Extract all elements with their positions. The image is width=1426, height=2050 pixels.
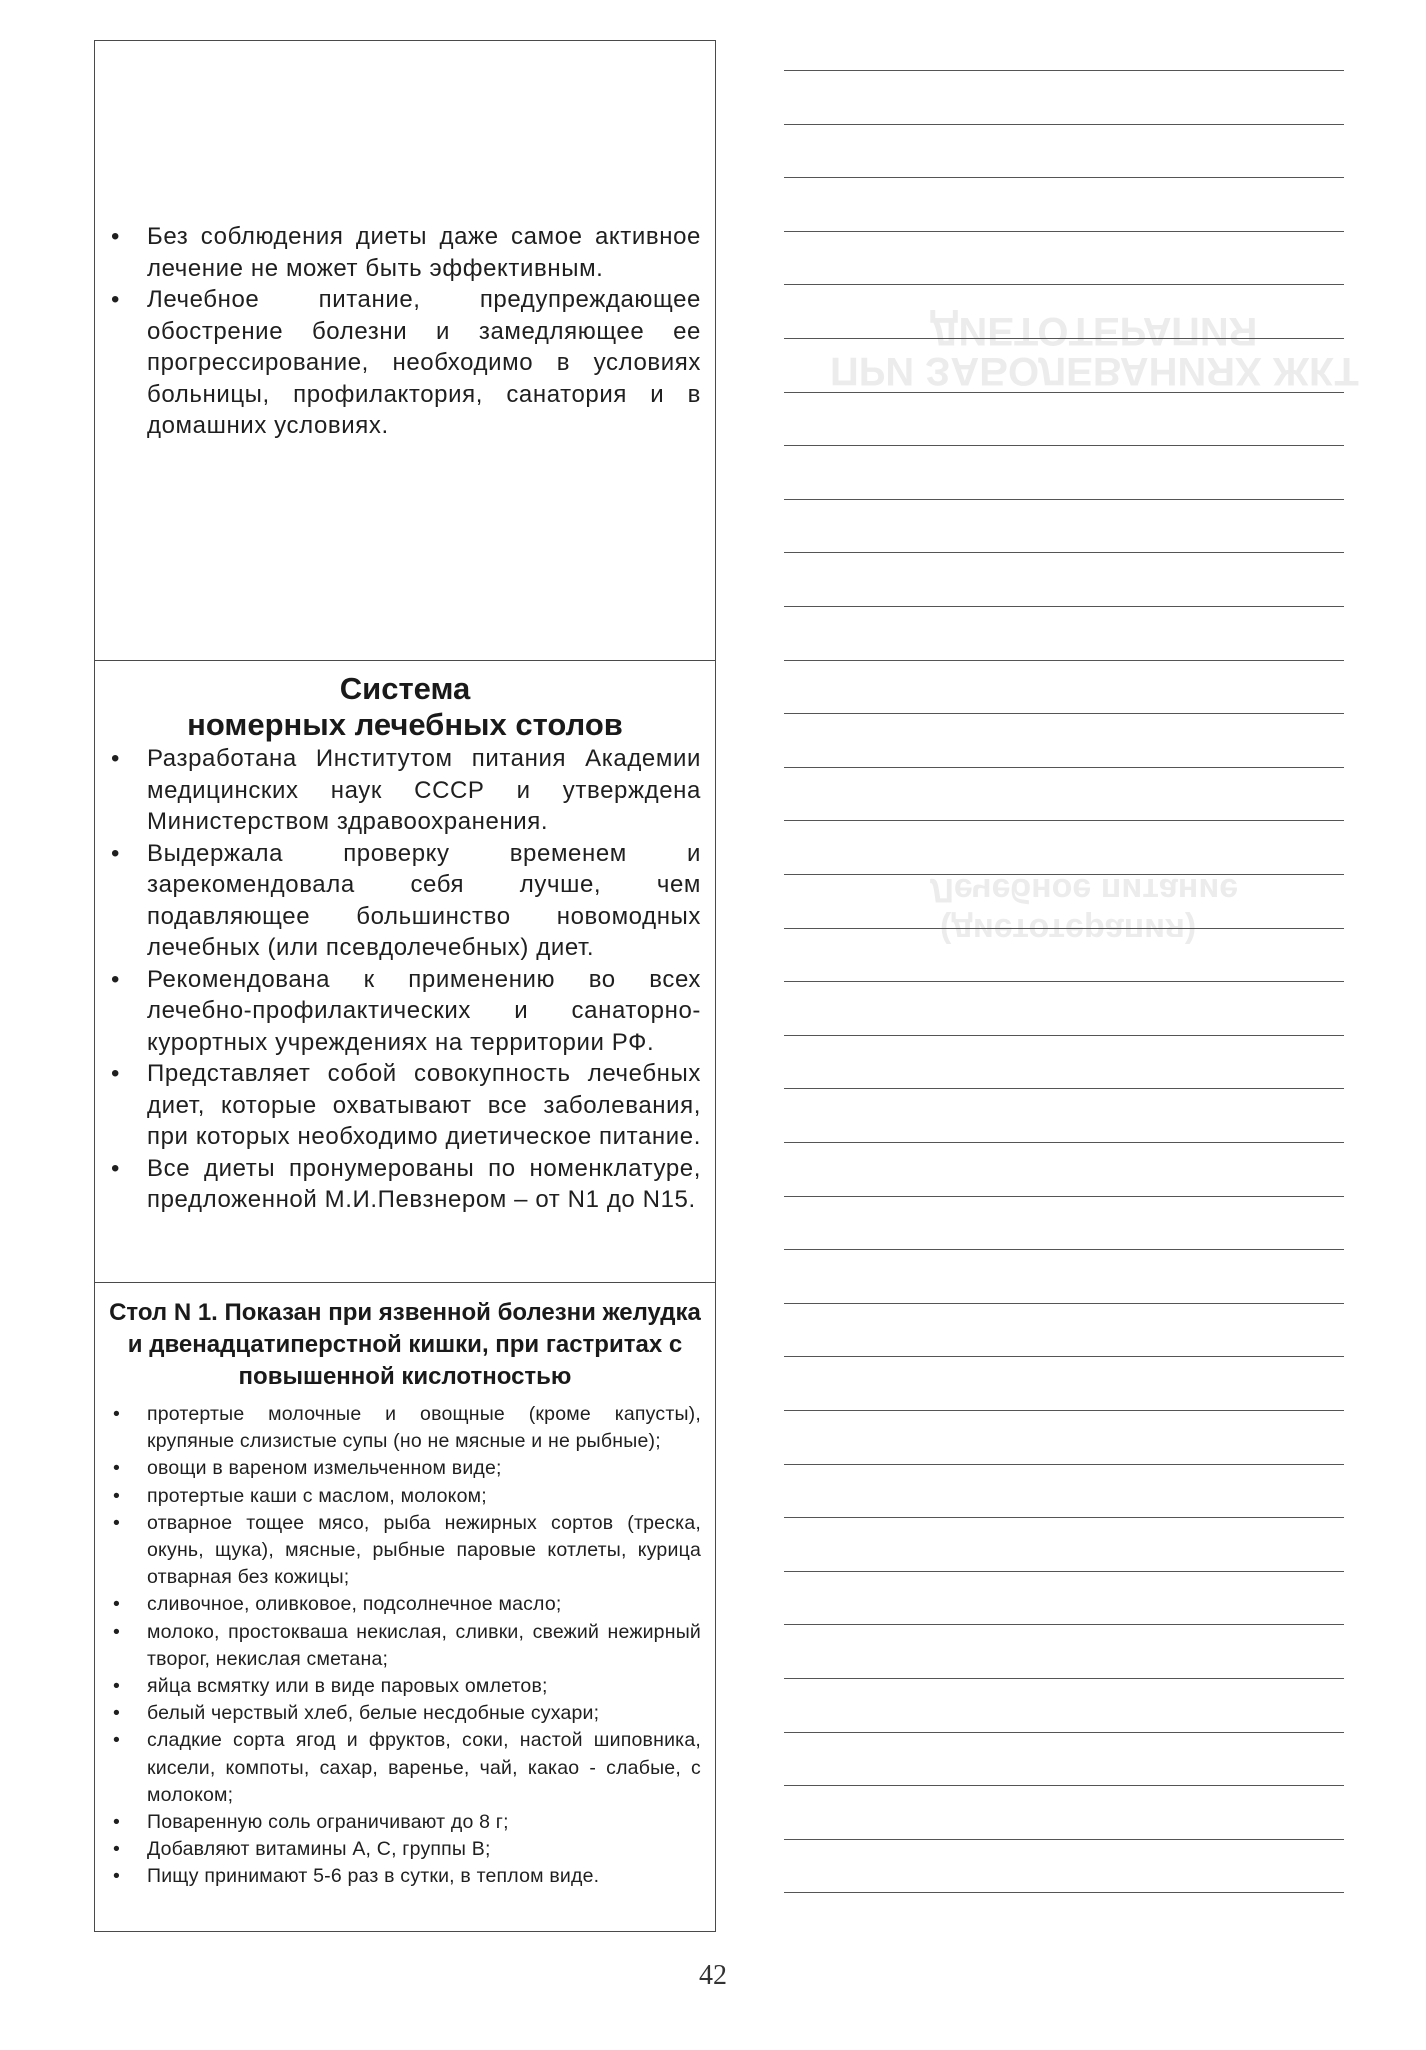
list-item: • отварное тощее мясо, рыба нежирных сортов (треска, окунь, щука), мясные, рыбные паровые котлеты, курица отварная без кожицы; xyxy=(147,1510,701,1592)
note-line xyxy=(784,1571,1344,1572)
list-item: • Разработана Институтом питания Академии медицинских наук СССР и утверждена Министерством здравоохранения. xyxy=(147,743,701,838)
section-title: Стол N 1. Показан при язвенной болезни желудка и двенадцатиперстной кишки, при гастритах с повышенной кислотностью xyxy=(109,1299,701,1390)
list-item: • сладкие сорта ягод и фруктов, соки, настой шиповника, кисели, компоты, сахар, варенье, чай, какао - слабые, с молоком; xyxy=(147,1727,701,1809)
list-item: • протертые каши с маслом, молоком; xyxy=(147,1483,701,1510)
note-line xyxy=(784,499,1344,500)
note-line xyxy=(784,445,1344,446)
note-line xyxy=(784,1624,1344,1625)
list-item: • овощи в вареном измельченном виде; xyxy=(147,1455,701,1482)
note-line xyxy=(784,231,1344,232)
list-item: • протертые молочные и овощные (кроме капусты), крупяные слизистые супы (но не мясные и не рыбные); xyxy=(147,1401,701,1455)
note-line xyxy=(784,1732,1344,1733)
note-line xyxy=(784,338,1344,339)
list-item: • белый черствый хлеб, белые несдобные сухари; xyxy=(147,1700,701,1727)
bleed-through-text: ДИЕТОТЕРАПИЯ xyxy=(930,309,1258,353)
section-title xyxy=(95,671,715,743)
note-line xyxy=(784,177,1344,178)
note-line xyxy=(784,1249,1344,1250)
page-number: 42 xyxy=(699,1960,727,1991)
note-line xyxy=(784,1678,1344,1679)
section-title-line: номерных лечебных столов xyxy=(187,707,623,742)
note-line xyxy=(784,767,1344,768)
note-line xyxy=(784,1839,1344,1840)
list-item: • яйца всмятку или в виде паровых омлетов; xyxy=(147,1673,701,1700)
note-line xyxy=(784,981,1344,982)
section-title-line: Система xyxy=(339,671,471,706)
list-item: • Без соблюдения диеты даже самое активное лечение не может быть эффективным. xyxy=(147,221,701,284)
note-line xyxy=(784,606,1344,607)
note-line xyxy=(784,1035,1344,1036)
bleed-through-text: (диетотерапия) xyxy=(940,911,1197,949)
note-line xyxy=(784,928,1344,929)
notes-lines xyxy=(784,0,1344,1940)
note-line xyxy=(784,713,1344,714)
bleed-through-text: Лечебное питание xyxy=(930,871,1239,909)
list-item: • Выдержала проверку временем и зарекомендовала себя лучше, чем подавляющее большинство новомодных лечебных (или псевдолечебных) диет. xyxy=(147,838,701,964)
bleed-through-text: ПРИ ЗАБОЛЕВАНИЯХ ЖКТ xyxy=(830,349,1359,393)
note-line xyxy=(784,820,1344,821)
list-item: • Поваренную соль ограничивают до 8 г; xyxy=(147,1809,701,1836)
left-column xyxy=(94,40,716,1932)
note-line xyxy=(784,1892,1344,1893)
note-line xyxy=(784,1517,1344,1518)
note-line xyxy=(784,1464,1344,1465)
note-line xyxy=(784,1196,1344,1197)
list-item: • молоко, простокваша некислая, сливки, свежий нежирный творог, некислая сметана; xyxy=(147,1619,701,1673)
note-line xyxy=(784,874,1344,875)
panel-diet-importance xyxy=(95,41,715,661)
bullet-list xyxy=(147,1401,701,1891)
note-line xyxy=(784,660,1344,661)
bullet-list xyxy=(147,221,701,442)
note-line xyxy=(784,1142,1344,1143)
note-line xyxy=(784,124,1344,125)
list-item: • сливочное, оливковое, подсолнечное масло; xyxy=(147,1591,701,1618)
note-line xyxy=(784,70,1344,71)
list-item: • Лечебное питание, предупреждающее обострение болезни и замедляющее ее прогрессирование, необходимо в условиях больницы, профилактория, санатория и в домашних условиях. xyxy=(147,284,701,442)
note-line xyxy=(784,1356,1344,1357)
list-item: • Рекомендована к применению во всех лечебно-профилактических и санаторно-курортных учреждениях на территории РФ. xyxy=(147,964,701,1059)
note-line xyxy=(784,1088,1344,1089)
list-item: • Добавляют витамины А, С, группы В; xyxy=(147,1836,701,1863)
list-item: • Представляет собой совокупность лечебных диет, которые охватывают все заболевания, при которых необходимо диетическое питание. xyxy=(147,1058,701,1153)
note-line xyxy=(784,552,1344,553)
list-item: • Пищу принимают 5-6 раз в сутки, в теплом виде. xyxy=(147,1863,701,1890)
note-line xyxy=(784,1303,1344,1304)
note-line xyxy=(784,1410,1344,1411)
bullet-list xyxy=(147,743,701,1216)
note-line xyxy=(784,392,1344,393)
panel-table-1 xyxy=(95,1283,715,1931)
list-item: • Все диеты пронумерованы по номенклатуре, предложенной М.И.Певзнером – от N1 до N15. xyxy=(147,1153,701,1216)
note-line xyxy=(784,284,1344,285)
panel-diet-system xyxy=(95,661,715,1283)
note-line xyxy=(784,1785,1344,1786)
